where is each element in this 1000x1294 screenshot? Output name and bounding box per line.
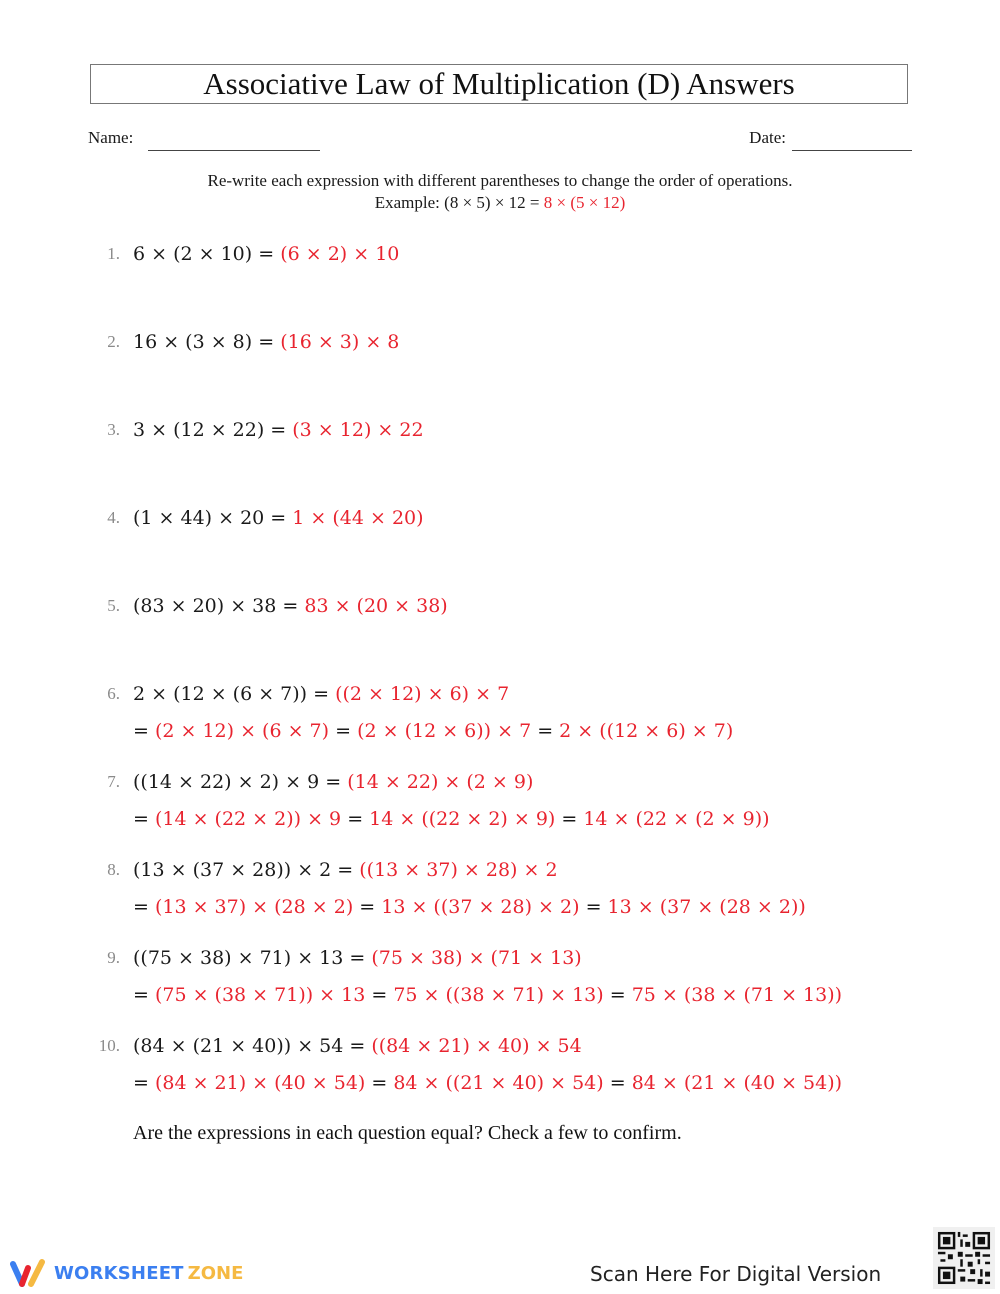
equals-sign: = — [603, 1072, 632, 1094]
problem-number: 10. — [98, 1036, 120, 1055]
equals-sign: = — [329, 720, 358, 742]
question: 3 × (12 × 22) = — [133, 419, 293, 441]
worksheet-title: Associative Law of Multiplication (D) Answers — [90, 64, 908, 104]
problem-number: 3. — [107, 420, 120, 439]
name-label: Name: — [88, 128, 134, 147]
answer: 13 × ((37 × 28) × 2) — [381, 896, 580, 918]
equals-sign: = — [603, 984, 632, 1006]
name-field[interactable] — [148, 150, 320, 151]
answer: (2 × (12 × 6)) × 7 — [357, 720, 532, 742]
problem-number: 4. — [107, 508, 120, 527]
answer: 14 × ((22 × 2) × 9) — [369, 808, 556, 830]
answer: (14 × (22 × 2)) × 9 — [154, 808, 342, 830]
question: 2 × (12 × (6 × 7)) = — [133, 683, 336, 705]
example-label: Example: — [374, 193, 445, 212]
answer: 14 × (22 × (2 × 9)) — [583, 808, 770, 830]
question: (83 × 20) × 38 = — [133, 595, 305, 617]
answer: 83 × (20 × 38) — [304, 595, 448, 617]
question: 6 × (2 × 10) = — [133, 243, 281, 265]
equals-sign: = — [133, 808, 155, 830]
instructions — [0, 170, 1000, 214]
answer: (16 × 3) × 8 — [280, 331, 400, 353]
answer: (75 × (38 × 71)) × 13 — [154, 984, 366, 1006]
name-date-row — [88, 124, 912, 152]
equals-sign: = — [579, 896, 608, 918]
date-label: Date: — [749, 128, 786, 147]
worksheetzone-logo[interactable] — [8, 1258, 243, 1288]
equals-sign: = — [353, 896, 382, 918]
problem-number: 2. — [107, 332, 120, 351]
answer: 1 × (44 × 20) — [292, 507, 424, 529]
scan-instruction: Scan Here For Digital Version — [590, 1262, 882, 1286]
equals-sign: = — [341, 808, 370, 830]
example-question: (8 × 5) × 12 = — [444, 193, 544, 212]
answer: (75 × 38) × (71 × 13) — [371, 947, 582, 969]
question: (13 × (37 × 28)) × 2 = — [133, 859, 360, 881]
question: (84 × (21 × 40)) × 54 = — [133, 1035, 372, 1057]
brand-worksheet: WORKSHEET — [54, 1262, 184, 1284]
qr-code-icon[interactable] — [933, 1227, 995, 1289]
equals-sign: = — [133, 984, 155, 1006]
worksheetzone-logo-icon — [8, 1258, 48, 1288]
question: (1 × 44) × 20 = — [133, 507, 293, 529]
answer: 84 × (21 × (40 × 54)) — [631, 1072, 843, 1094]
answer: ((84 × 21) × 40) × 54 — [371, 1035, 582, 1057]
answer: 2 × ((12 × 6) × 7) — [559, 720, 734, 742]
example-answer: 8 × (5 × 12) — [543, 193, 626, 212]
answer: (2 × 12) × (6 × 7) — [154, 720, 330, 742]
closing-prompt: Are the expressions in each question equal? Check a few to confirm. — [133, 1122, 682, 1144]
answer: 75 × (38 × (71 × 13)) — [631, 984, 843, 1006]
question: ((14 × 22) × 2) × 9 = — [133, 771, 348, 793]
equals-sign: = — [133, 1072, 155, 1094]
brand-zone: ZONE — [187, 1262, 244, 1284]
problem-number: 7. — [107, 772, 120, 791]
equals-sign: = — [365, 1072, 394, 1094]
answer: 84 × ((21 × 40) × 54) — [393, 1072, 604, 1094]
answer: 13 × (37 × (28 × 2)) — [607, 896, 806, 918]
answer: 75 × ((38 × 71) × 13) — [393, 984, 604, 1006]
equals-sign: = — [365, 984, 394, 1006]
problem-number: 9. — [107, 948, 120, 967]
question: 16 × (3 × 8) = — [133, 331, 281, 353]
date-field[interactable] — [792, 150, 912, 151]
equals-sign: = — [133, 720, 155, 742]
answer: (3 × 12) × 22 — [292, 419, 424, 441]
question: ((75 × 38) × 71) × 13 = — [133, 947, 372, 969]
instructions-text: Re-write each expression with different parentheses to change the order of operations. — [207, 171, 793, 190]
problem-number: 1. — [107, 244, 120, 263]
equals-sign: = — [531, 720, 560, 742]
problem-number: 8. — [107, 860, 120, 879]
answer: ((13 × 37) × 28) × 2 — [359, 859, 558, 881]
example — [0, 192, 1000, 214]
answer: (14 × 22) × (2 × 9) — [347, 771, 534, 793]
equals-sign: = — [555, 808, 584, 830]
answer: ((2 × 12) × 6) × 7 — [335, 683, 510, 705]
equals-sign: = — [133, 896, 155, 918]
answer: (84 × 21) × (40 × 54) — [154, 1072, 366, 1094]
answer: (13 × 37) × (28 × 2) — [154, 896, 354, 918]
problem-number: 5. — [107, 596, 120, 615]
answer: (6 × 2) × 10 — [280, 243, 400, 265]
problem-number: 6. — [107, 684, 120, 703]
